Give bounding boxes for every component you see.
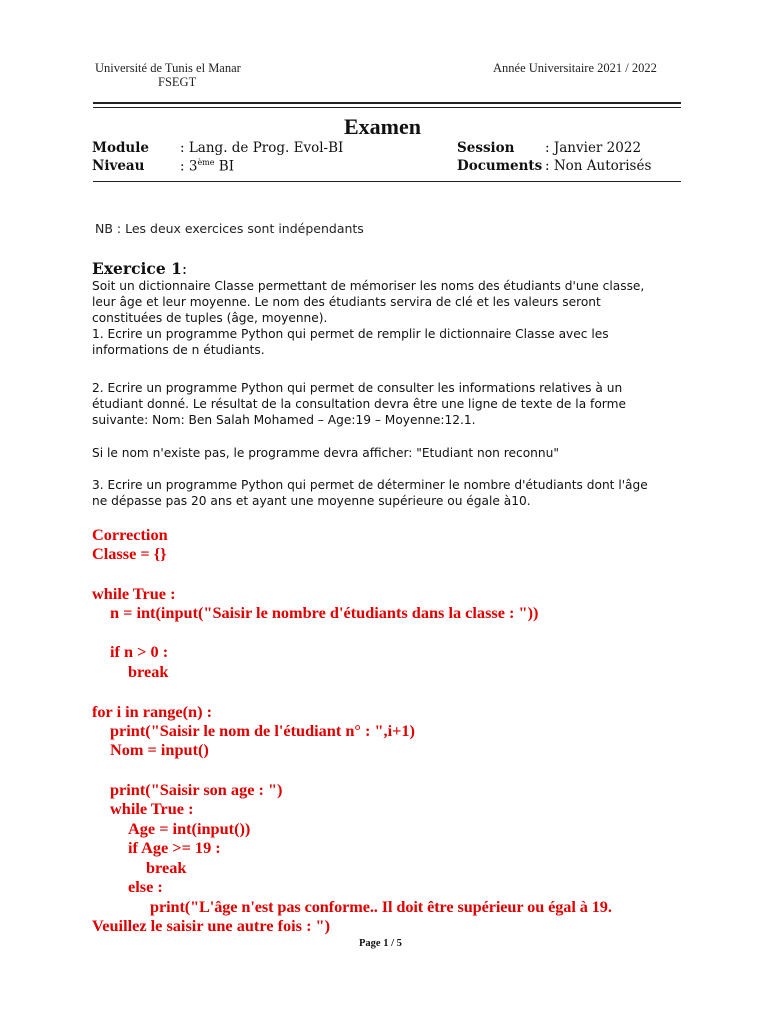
page-title: Examen [344,114,421,139]
exercise-question-3 [92,477,648,509]
code-line: Nom = input() [110,740,209,759]
q2-line: 2. Ecrire un programme Python qui permet de consulter les informations relatives à un [92,381,623,395]
niveau-value: : 3ème BI [180,158,235,175]
intro-line: 1. Ecrire un programme Python qui permet de remplir le dictionnaire Classe avec les [92,327,609,341]
documents-value: : Non Autorisés [545,158,652,174]
intro-line: leur âge et leur moyenne. Le nom des étudiants servira de clé et les valeurs seront [92,295,601,309]
page-number: Page 1 / 5 [359,938,402,949]
correction-heading: Correction [92,525,168,544]
academic-year: Année Universitaire 2021 / 2022 [493,61,657,75]
niveau-label: Niveau [92,158,145,174]
q3-line: ne dépasse pas 20 ans et ayant une moyenne supérieure ou égale à10. [92,494,531,508]
code-line: break [128,662,169,681]
code-line: print("L'âge n'est pas conforme.. Il doit être supérieur ou égal à 19. [150,897,612,916]
faculty-name: FSEGT [158,75,197,89]
intro-line: Soit un dictionnaire Classe permettant de mémoriser les noms des étudiants d'une classe, [92,279,645,293]
top-rule-thin [93,107,681,108]
university-name: Université de Tunis el Manar [95,61,241,75]
q2-line: étudiant donné. Le résultat de la consultation devra être une ligne de texte de la forme [92,397,626,411]
code-line: Veuillez le saisir une autre fois : ") [92,916,331,935]
code-line: print("Saisir son age : ") [110,780,283,799]
code-line: for i in range(n) : [92,702,212,721]
code-line: if n > 0 : [110,642,169,661]
module-label: Module [92,140,149,156]
exercise-question-2 [92,380,626,428]
code-line: while True : [110,799,194,818]
code-line: if Age >= 19 : [128,838,221,857]
intro-line: constituées de tuples (âge, moyenne). [92,311,328,325]
meta-rule [93,181,681,182]
code-line: n = int(input("Saisir le nombre d'étudiants dans la classe : ")) [110,603,539,622]
module-value: : Lang. de Prog. Evol-BI [180,140,344,156]
intro-line: informations de n étudiants. [92,343,265,357]
code-line: print("Saisir le nom de l'étudiant n° : ",i+1) [110,721,415,740]
code-line: Age = int(input()) [128,819,251,838]
session-label: Session [457,140,515,156]
q2-note: Si le nom n'existe pas, le programme devra afficher: "Etudiant non reconnu" [92,446,559,460]
documents-label: Documents [457,158,543,174]
session-value: : Janvier 2022 [545,140,642,156]
nb-note: NB : Les deux exercices sont indépendants [95,221,364,236]
top-rule [93,102,681,104]
code-line: Classe = {} [92,544,167,563]
q3-line: 3. Ecrire un programme Python qui permet de déterminer le nombre d'étudiants dont l'âge [92,478,648,492]
code-line: else : [128,877,163,896]
code-line: while True : [92,584,176,603]
q2-line: suivante: Nom: Ben Salah Mohamed – Age:19 – Moyenne:12.1. [92,413,476,427]
exercise-intro [92,278,644,358]
exercise-title: Exercice 1: [92,259,188,278]
code-line: break [146,858,187,877]
